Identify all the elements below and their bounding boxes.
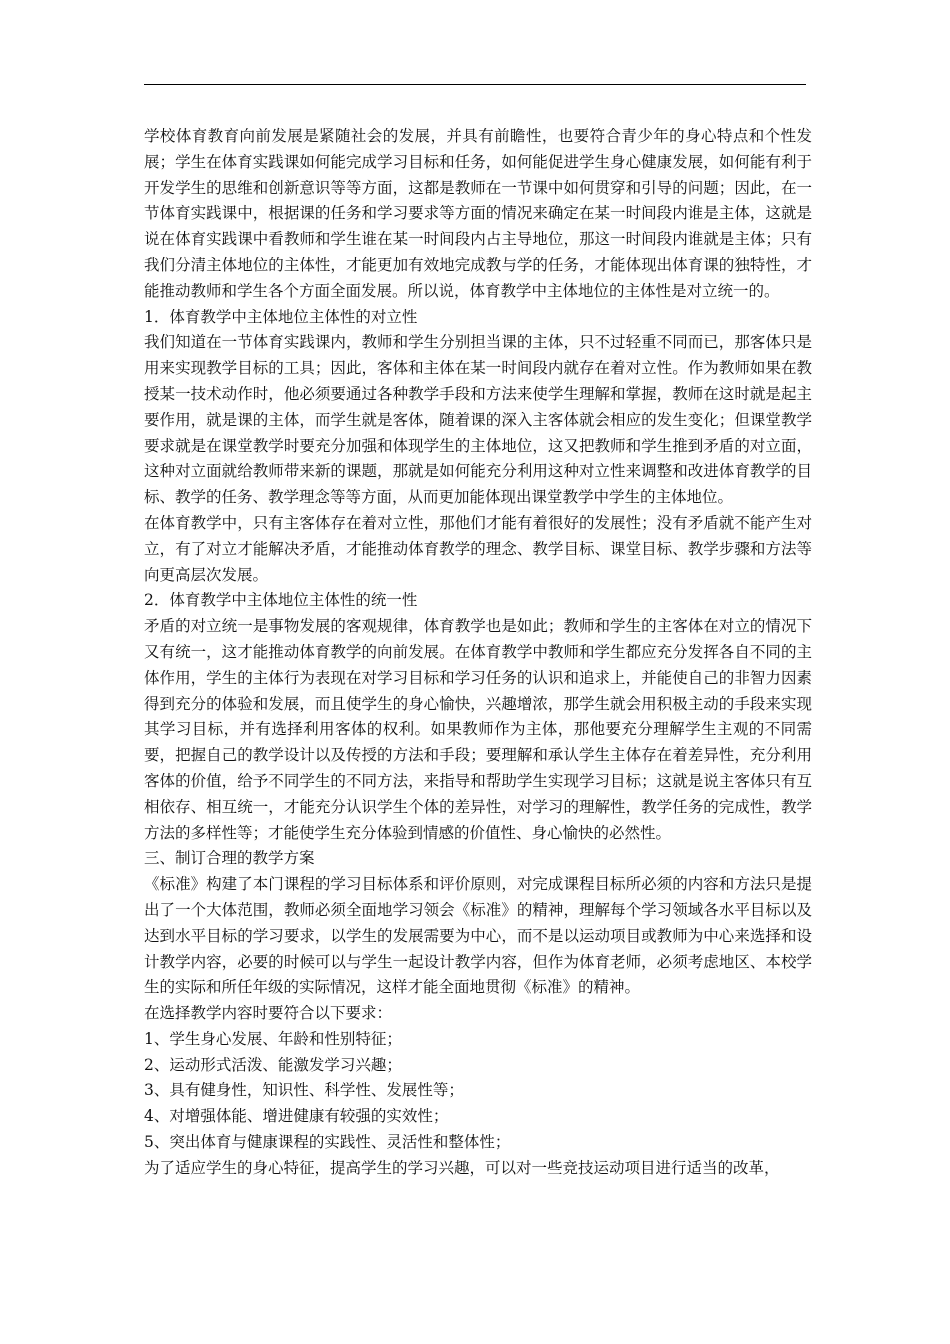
requirement-item-2: 2、运动形式活泼、能激发学习兴趣； bbox=[144, 1055, 402, 1074]
section-heading-1: 1．体育教学中主体地位主体性的对立性 bbox=[144, 307, 418, 326]
opposition-paragraph-2: 在体育教学中，只有主客体存在着对立性，那他们才能有着很好的发展性；没有矛盾就不能产生对立，有了对立才能解决矛盾，才能推动体育教学的理念、教学目标、课堂目标、教学步骤和方法等向更高层次发展。 bbox=[144, 513, 812, 584]
section-heading-3: 三、制订合理的教学方案 bbox=[144, 849, 315, 868]
header-rule bbox=[144, 84, 806, 85]
unity-paragraph: 矛盾的对立统一是事物发展的客观规律，体育教学也是如此；教师和学生的主客体在对立的情况下又有统一，这才能推动体育教学的向前发展。在体育教学中教师和学生都应充分发挥各自不同的主体作用，学生的主体行为表现在对学习目标和学习任务的认识和追求上，并能使自己的非智力因素得到充分的体验和发展，而且使学生的身心愉快，兴趣增浓，那学生就会用积极主动的手段来实现其学习目标，并有选择利用客体的权利。如果教师作为主体，那他要充分理解学生主观的不同需要，把握自己的教学设计以及传授的方法和手段；要理解和承认学生主体存在着差异性，充分利用客体的价值，给予不同学生的不同方法，来指导和帮助学生实现学习目标；这就是说主客体只有互相依存、相互统一，才能充分认识学生个体的差异性，对学习的理解性，教学任务的完成性，教学方法的多样性等；才能使学生充分体验到情感的价值性、身心愉快的必然性。 bbox=[144, 617, 812, 842]
opposition-paragraph-1: 我们知道在一节体育实践课内，教师和学生分别担当课的主体，只不过轻重不同而已，那客体只是用来实现教学目标的工具；因此，客体和主体在某一时间段内就存在着对立性。作为教师如果在教授某一技术动作时，他必须要通过各种教学手段和方法来使学生理解和掌握，教师在这时就是起主要作用，就是课的主体，而学生就是客体，随着课的深入主客体就会相应的发生变化；但课堂教学要求就是在课堂教学时要充分加强和体现学生的主体地位，这又把教师和学生推到矛盾的对立面，这种对立面就给教师带来新的课题，那就是如何能充分利用这种对立性来调整和改进体育教学的目标、教学的任务、教学理念等等方面，从而更加能体现出课堂教学中学生的主体地位。 bbox=[144, 333, 812, 507]
requirement-item-5: 5、突出体育与健康课程的实践性、灵活性和整体性； bbox=[144, 1133, 511, 1152]
requirement-item-1: 1、学生身心发展、年龄和性别特征； bbox=[144, 1029, 402, 1048]
requirements-intro: 在选择教学内容时要符合以下要求： bbox=[144, 1004, 393, 1023]
intro-paragraph: 学校体育教育向前发展是紧随社会的发展，并具有前瞻性，也要符合青少年的身心特点和个性发展；学生在体育实践课如何能完成学习目标和任务，如何能促进学生身心健康发展，如何能有利于开发学生的思维和创新意识等等方面，这都是教师在一节课中如何贯穿和引导的问题；因此，在一节体育实践课中，根据课的任务和学习要求等方面的情况来确定在某一时间段内谁是主体，这就是说在体育实践课中看教师和学生谁在某一时间段内占主导地位，那这一时间段内谁就是主体；只有我们分清主体地位的主体性，才能更加有效地完成教与学的任务，才能体现出体育课的独特性，才能推动教师和学生各个方面全面发展。所以说，体育教学中主体地位的主体性是对立统一的。 bbox=[144, 127, 812, 300]
closing-paragraph: 为了适应学生的身心特征，提高学生的学习兴趣，可以对一些竞技运动项目进行适当的改革， bbox=[144, 1158, 780, 1177]
requirement-item-3: 3、具有健身性，知识性、科学性、发展性等； bbox=[144, 1081, 464, 1100]
requirement-item-4: 4、对增强体能、增进健康有较强的实效性； bbox=[144, 1107, 449, 1126]
document-body bbox=[144, 124, 812, 1182]
standard-paragraph: 《标准》构建了本门课程的学习目标体系和评价原则，对完成课程目标所必须的内容和方法只是提出了一个大体范围，教师必须全面地学习领会《标准》的精神，理解每个学习领域各水平目标以及达到水平目标的学习要求，以学生的发展需要为中心，而不是以运动项目或教师为中心来选择和设计教学内容，必要的时候可以与学生一起设计教学内容，但作为体育老师，必须考虑地区、本校学生的实际和所任年级的实际情况，这样才能全面地贯彻《标准》的精神。 bbox=[144, 875, 812, 997]
section-heading-2: 2．体育教学中主体地位主体性的统一性 bbox=[144, 591, 418, 610]
